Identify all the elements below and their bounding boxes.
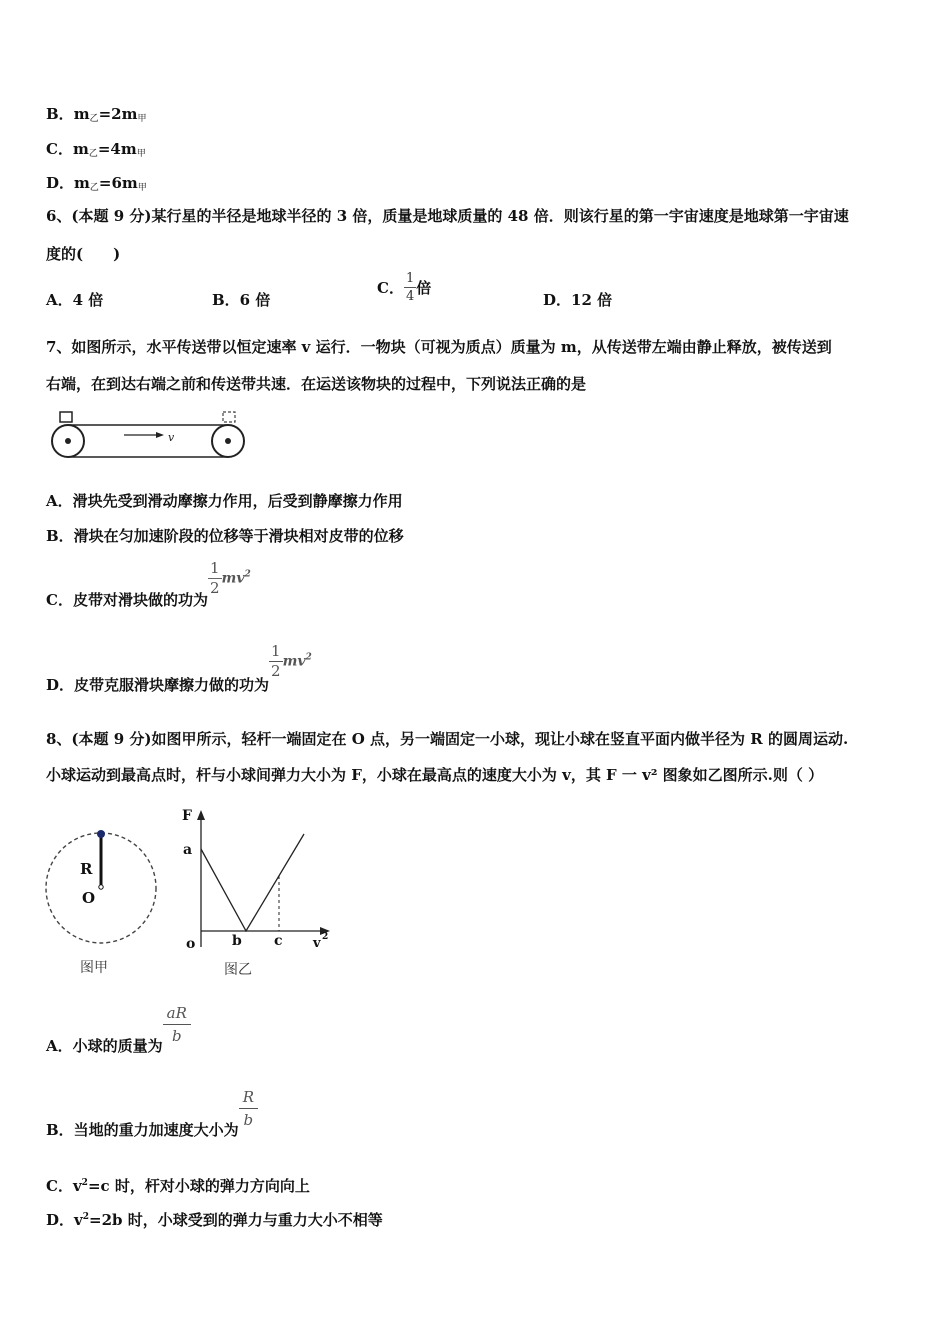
q8-stem-line1: 8、(本题 9 分)如图甲所示，轻杆一端固定在 O 点，另一端固定一小球，现让小球在竖直平面内做半径为 R 的圆周运动. (46, 730, 849, 748)
figure-yi-caption: 图乙 (224, 962, 252, 978)
pivot-o (99, 885, 103, 889)
q7-stem-line2: 右端，在到达右端之前和传送带共速．在运送该物块的过程中，下列说法正确的是 (46, 375, 587, 393)
f-v2-graph (176, 804, 336, 954)
radius-label: R (80, 860, 93, 878)
q8-option-d: D．$v^2=2b$ 时，小球受到的弹力与重力大小不相等 (46, 1211, 383, 1229)
velocity-label: v (168, 431, 175, 444)
q6-stem-line1: 6、(本题 9 分)某行星的半径是地球半径的 3 倍，质量是地球质量的 48 倍．则该行星的第一宇宙速度是地球第一宇宙速 (46, 207, 849, 225)
q8-stem-line2: 小球运动到最高点时，杆与小球间弹力大小为 F，小球在最高点的速度大小为 v，其 F 一 v² 图象如乙图所示.则（ ） (46, 766, 824, 784)
axis-v-sup: 2 (322, 932, 329, 942)
q6-stem-line2: 度的( ) (46, 245, 121, 263)
q8-option-a-formula: $\frac{aR}{b}$ (163, 1006, 191, 1044)
block-end (223, 412, 235, 422)
center-label: O (82, 889, 96, 907)
q7-option-c-formula: $\frac{1}{2}$ (209, 559, 220, 597)
q5-option-d: D．$m_乙=6m_甲$ (46, 174, 147, 193)
axis-v-label: v (313, 936, 321, 951)
tick-c-label: c (274, 933, 283, 949)
q5-option-b: B．$m_乙=2m_甲$ (46, 105, 147, 124)
q6-option-d: D．12 倍 (543, 291, 613, 309)
ball (97, 830, 105, 838)
tick-a-label: a (183, 842, 193, 858)
tick-b-label: b (232, 933, 242, 949)
q6-option-c: C． $\frac{1}{4}$ 倍 (377, 271, 432, 304)
q8-option-b-formula: $\frac{R}{b}$ (239, 1090, 258, 1128)
q5-option-c: C．$m_乙=4m_甲$ (46, 140, 146, 159)
f-v2-line (201, 834, 304, 931)
axis-f-label: F (182, 808, 192, 824)
q7-option-d: D．皮带克服滑块摩擦力做的功为 $\frac{1}{2}$ $mv^2$ (46, 642, 312, 694)
q8-option-a: A．小球的质量为 $\frac{aR}{b}$ (46, 1006, 191, 1044)
q8-option-b: B．当地的重力加速度大小为 $\frac{R}{b}$ (46, 1090, 258, 1128)
origin-label: o (186, 936, 196, 952)
q7-stem-line1: 7、如图所示，水平传送带以恒定速率 v 运行．一物块（可视为质点）质量为 m，从传送带左端由静止释放，被传送到 (46, 338, 832, 356)
block-start (60, 412, 72, 422)
q8-option-c: C．$v^2=c$ 时，杆对小球的弹力方向向上 (46, 1177, 310, 1195)
q6-option-a: A．4 倍 (46, 291, 104, 309)
circular-motion-figure (40, 826, 164, 950)
figure-jia-caption: 图甲 (80, 960, 108, 976)
q6-option-b: B．6 倍 (212, 291, 271, 309)
q7-option-d-formula: $\frac{1}{2}$ (271, 642, 281, 680)
q7-option-c: C．皮带对滑块做的功为 $\frac{1}{2}$ $mv^2$ (46, 559, 251, 609)
conveyor-belt-figure (46, 410, 256, 462)
q7-option-a: A．滑块先受到滑动摩擦力作用，后受到静摩擦力作用 (46, 492, 403, 510)
q7-option-b: B．滑块在匀加速阶段的位移等于滑块相对皮带的位移 (46, 527, 404, 545)
q6-option-c-fraction: $\frac{1}{4}$ (405, 271, 415, 304)
